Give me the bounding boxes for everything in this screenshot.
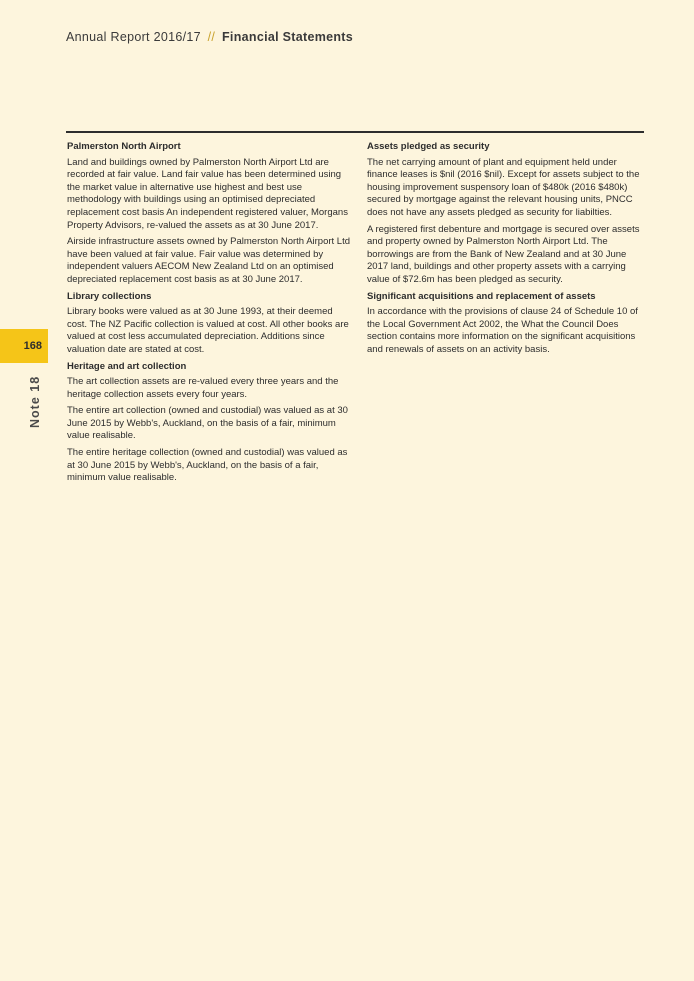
heading-assets-pledged: Assets pledged as security (367, 141, 490, 152)
paragraph-heritage-art: The entire art collection (owned and custodial) was valued as at 30 June 2015 by Webb's, Auckland, on the basis of a fair, minimum value realisable. (67, 405, 348, 442)
page-number-tab (0, 329, 48, 363)
page-number: 168 (23, 340, 42, 352)
heading-heritage: Heritage and art collection (67, 360, 187, 372)
heading-airport: Palmerston North Airport (67, 141, 181, 152)
page-header (66, 30, 353, 44)
report-title: Annual Report 2016/17 (66, 30, 201, 44)
top-rule (66, 131, 644, 133)
right-column (367, 141, 647, 361)
header-separator: // (207, 30, 216, 44)
heading-acquisitions: Significant acquisitions and replacement of assets (367, 290, 596, 302)
section-title: Financial Statements (221, 30, 354, 44)
paragraph-airport-airside: Airside infrastructure assets owned by Palmerston North Airport Ltd have been valued at fair value. Fair value was determined by independent valuers AECOM New Zealand Ltd on an optimised depreciated replacement cost basis as at 30 June 2017. (67, 236, 351, 285)
paragraph-debenture: A registered first debenture and mortgage is secured over assets and property owned by Palmerston North Airport Ltd. The borrowings are from the Bank of New Zealand and at 30 June 2017 land, buildings and other property assets with a carrying value of $72.6m has been pledged as security. (367, 223, 640, 285)
paragraph-library: Library books were valued as at 30 June 1993, at their deemed cost. The NZ Pacific collection is valued at cost. All other books are valued at cost less accumulated depreciation. Additions since valuation date are stated at cost. (67, 306, 349, 355)
paragraph-airport-land: Land and buildings owned by Palmerston North Airport Ltd are recorded at fair value. Land fair value has been determined using the market value in alternative use highest and best use methodology with buildings using an optimised depreciated replacement cost basis An independent registered valuer, Morgans Property Advisors, re-valued the assets as at 30 June 2017. (67, 156, 348, 231)
left-column (67, 141, 350, 489)
paragraph-heritage-collection: The entire heritage collection (owned and custodial) was valued as at 30 June 2015 by Webb's, Auckland, on the basis of a fair, minimum value realisable. (67, 447, 348, 484)
heading-library: Library collections (67, 290, 152, 302)
paragraph-finance-leases: The net carrying amount of plant and equipment held under finance leases is $nil (2016 $nil). Except for assets subject to the housing improvement suspensory loan of $480k (2016 $480k) secured by mortgage against the relevant housing units, PNCC does not have any assets pledged as security for liabilties. (367, 156, 640, 218)
paragraph-acquisitions: In accordance with the provisions of clause 24 of Schedule 10 of the Local Government Act 2002, the What the Council Does section contains more information on the significant acquisitions and renewals of assets on an activity basis. (367, 306, 638, 355)
paragraph-heritage-revalue: The art collection assets are re-valued every three years and the heritage collection assets every four years. (67, 376, 339, 400)
note-label: Note 18 (28, 375, 42, 428)
